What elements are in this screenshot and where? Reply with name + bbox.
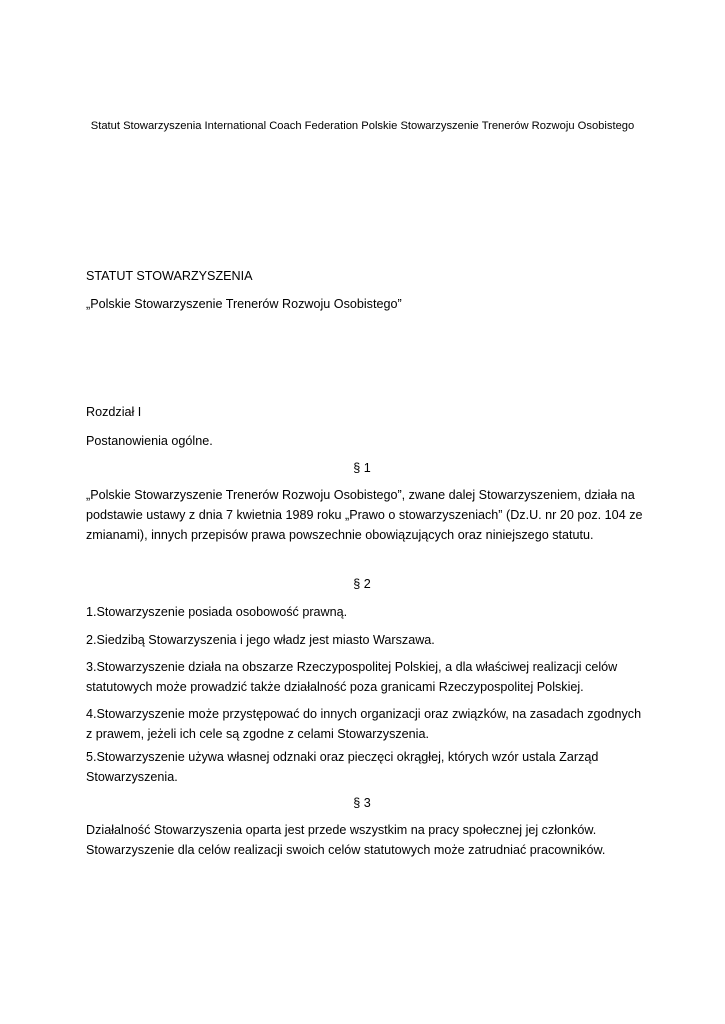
document-header: Statut Stowarzyszenia International Coach Federation Polskie Stowarzyszenie Trenerów Rozwoju Osobistego [90, 120, 635, 132]
section-paragraph: 5.Stowarzyszenie używa własnej odznaki oraz pieczęci okrągłej, których wzór ustala Zarząd Stowarzyszenia. [86, 750, 599, 784]
association-name: „Polskie Stowarzyszenie Trenerów Rozwoju Osobistego” [86, 297, 402, 311]
section-paragraph: 1.Stowarzyszenie posiada osobowość prawną. [86, 605, 348, 619]
statute-heading: STATUT STOWARZYSZENIA [86, 269, 253, 283]
section-mark: § 1 [353, 461, 371, 475]
section-mark: § 2 [353, 577, 371, 591]
section-mark: § 3 [353, 796, 371, 810]
section-paragraph: Działalność Stowarzyszenia oparta jest przede wszystkim na pracy społecznej jej członków. Stowarzyszenie dla celów realizacji swoich celów statutowych może zatrudniać pracowników. [86, 823, 606, 857]
chapter-title: Postanowienia ogólne. [86, 434, 213, 448]
chapter-number: Rozdział I [86, 405, 142, 419]
section-paragraph: „Polskie Stowarzyszenie Trenerów Rozwoju Osobistego”, zwane dalej Stowarzyszeniem, działa na podstawie ustawy z dnia 7 kwietnia 1989 roku „Prawo o stowarzyszeniach” (Dz.U. nr 20 poz. 104 ze zmianami), innych przepisów prawa powszechnie obowiązujących oraz niniejszego statutu. [86, 488, 643, 542]
section-paragraph: 2.Siedzibą Stowarzyszenia i jego władz jest miasto Warszawa. [86, 633, 435, 647]
section-paragraph: 3.Stowarzyszenie działa na obszarze Rzeczypospolitej Polskiej, a dla właściwej realizacji celów statutowych może prowadzić także działalność poza granicami Rzeczypospolitej Polskiej. [86, 660, 618, 694]
section-paragraph: 4.Stowarzyszenie może przystępować do innych organizacji oraz związków, na zasadach zgodnych z prawem, jeżeli ich cele są zgodne z celami Stowarzyszenia. [86, 707, 642, 741]
